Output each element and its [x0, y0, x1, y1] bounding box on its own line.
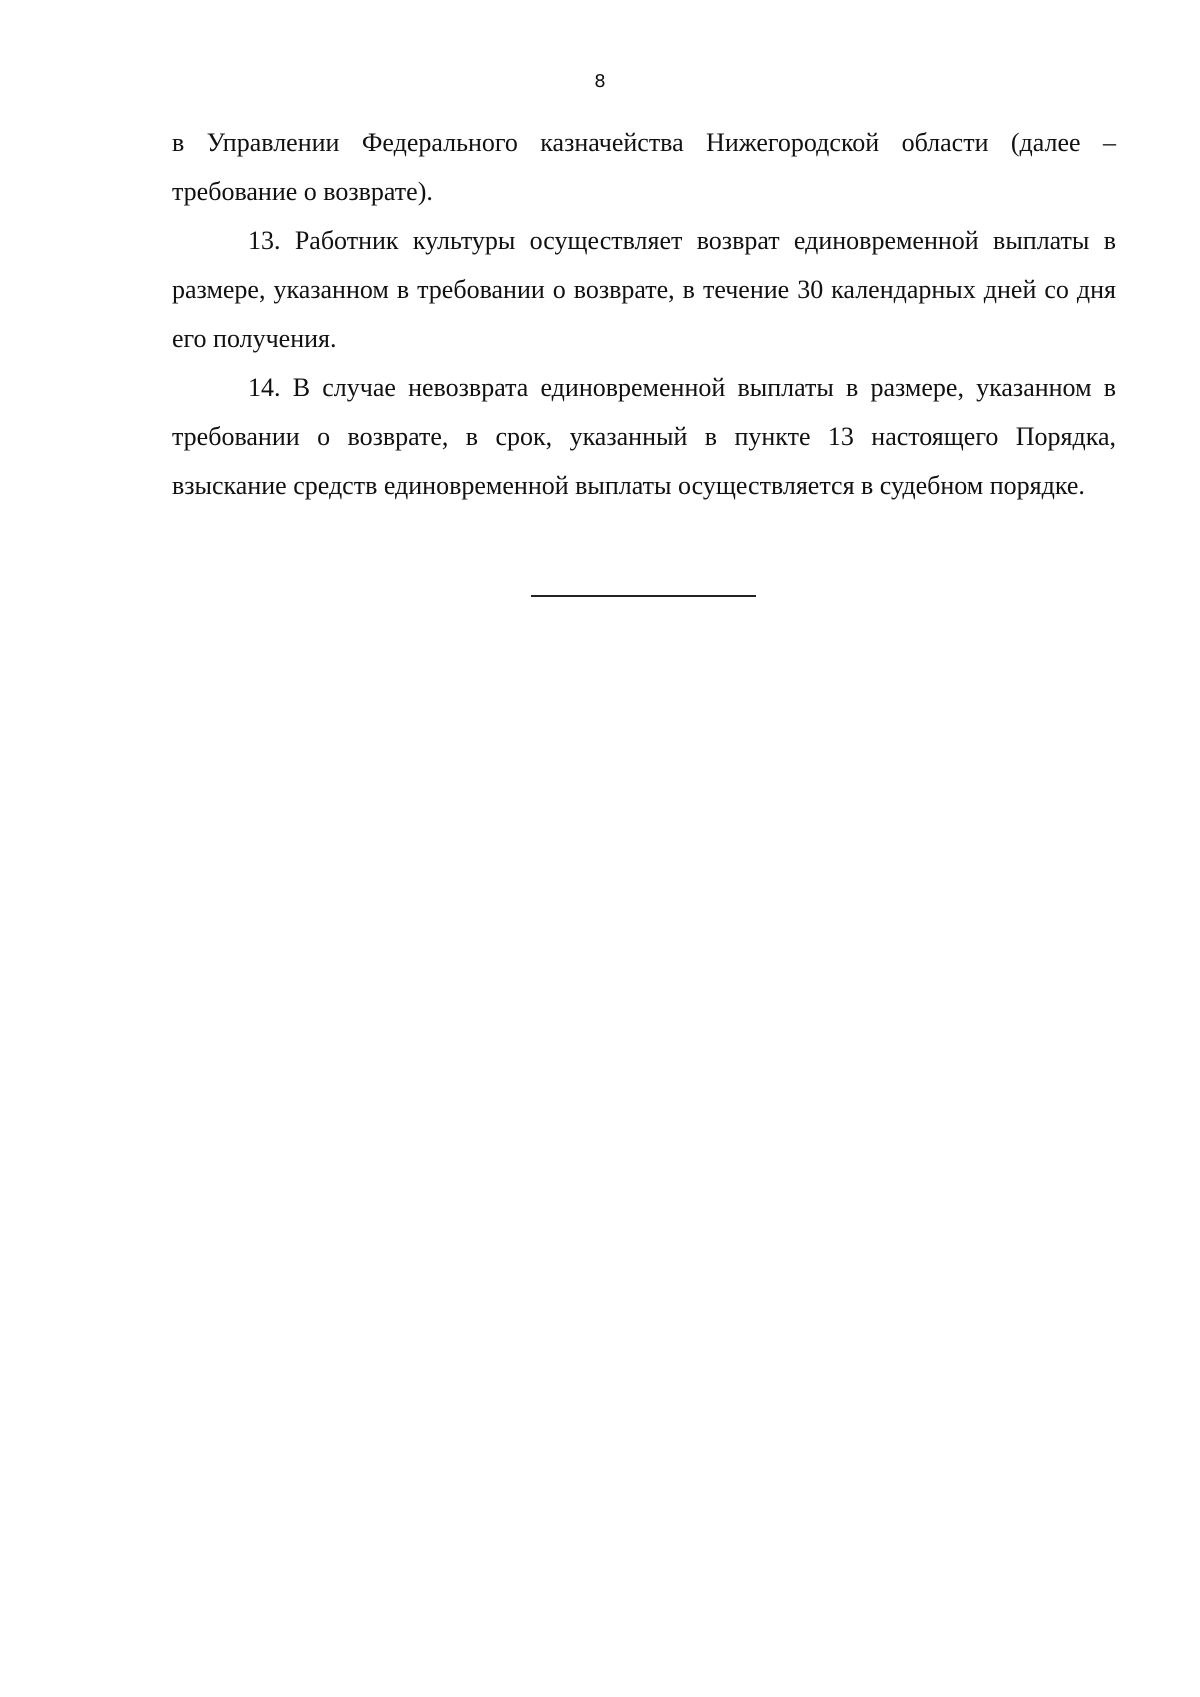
page-number: 8: [594, 71, 606, 92]
paragraph-continuation: в Управлении Федерального казначейства Нижегородской области (далее – требование о возврате).: [172, 128, 1116, 206]
paragraph-item-13: 13. Работник культуры осуществляет возврат единовременной выплаты в размере, указанном в требовании о возврате, в течение 30 календарных дней со дня его получения.: [172, 226, 1116, 353]
document-end-line: [531, 595, 756, 597]
document-body: [172, 118, 1116, 510]
paragraph-item-14: 14. В случае невозврата единовременной выплаты в размере, указанном в требовании о возврате, в срок, указанный в пункте 13 настоящего Порядка, взыскание средств единовременной выплаты осуществляется в судебном порядке.: [172, 373, 1116, 500]
